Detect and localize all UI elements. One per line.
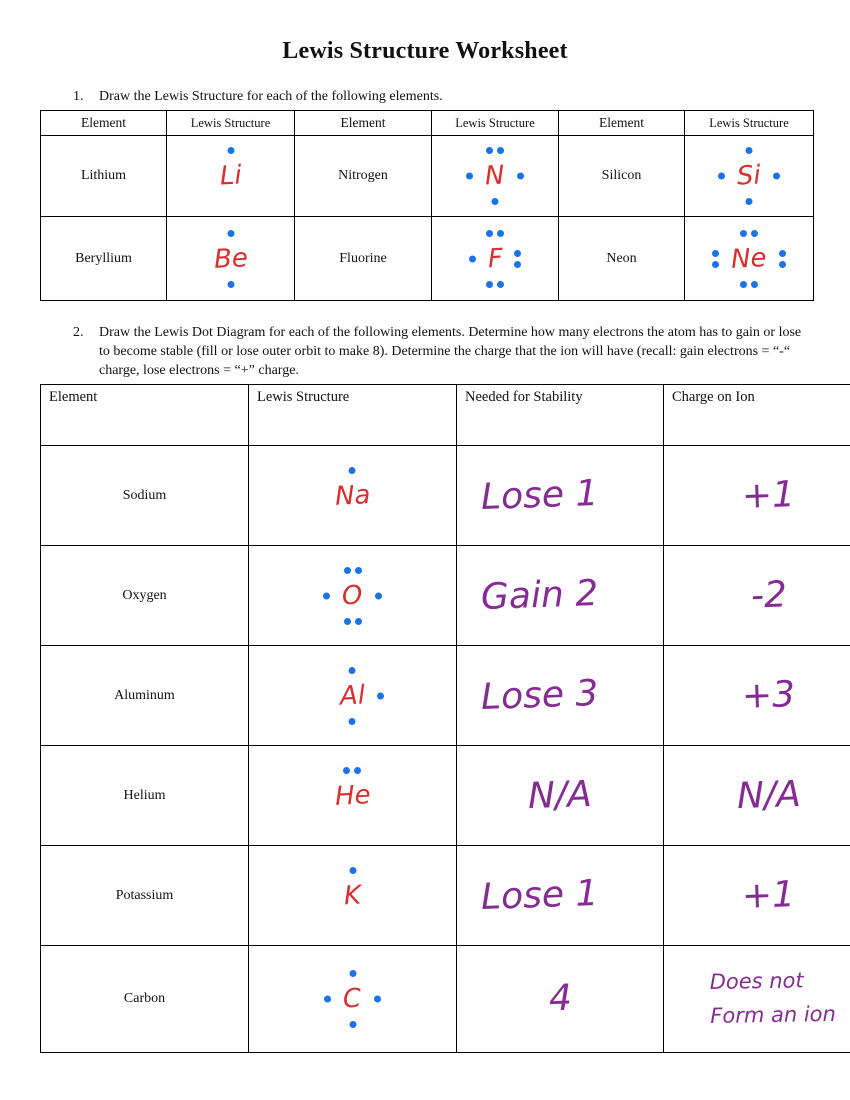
lewis-diagram: [320, 666, 385, 726]
stability-cell: [457, 646, 664, 746]
electron-dots-left: [466, 173, 473, 180]
electron-dot: [751, 281, 758, 288]
ion-charge-table-header: [41, 385, 850, 446]
stability-cell: [457, 746, 664, 846]
element-symbol: Na: [334, 479, 371, 512]
charge-cell: [664, 846, 850, 946]
element-name-cell: Nitrogen: [295, 136, 432, 217]
table-row-sodium: [41, 446, 850, 546]
element-name-cell: Neon: [559, 217, 685, 301]
electron-dot: [323, 592, 330, 599]
electron-dot: [344, 618, 351, 625]
electron-dots-left: [324, 996, 331, 1003]
electron-dots-right: [514, 250, 521, 268]
electron-dot: [751, 230, 758, 237]
electron-dot: [517, 173, 524, 180]
stability-cell: [457, 546, 664, 646]
electron-dots-top: [349, 467, 356, 474]
electron-dot: [497, 230, 504, 237]
element-symbol: N: [484, 160, 506, 192]
electron-dots-top: [343, 767, 361, 774]
electron-dot: [354, 767, 361, 774]
lewis-diagram: [315, 466, 390, 526]
lewis-structure-cell: [249, 546, 457, 646]
electron-dots-bottom: [349, 1021, 356, 1028]
electron-dots-left: [718, 173, 725, 180]
table-row-carbon: [41, 946, 850, 1053]
lewis-structure-cell: [249, 446, 457, 546]
column-header-element: Element: [559, 111, 685, 136]
table-row: [41, 136, 814, 217]
question-1-number: 1.: [73, 89, 84, 104]
column-header-needed-for-stability: Needed for Stability: [457, 385, 664, 446]
electron-dots-bottom: [227, 281, 234, 288]
charge-cell: [664, 946, 850, 1053]
electron-dot: [349, 667, 356, 674]
electron-dot: [514, 250, 521, 257]
handwritten-answer: Lose 3: [480, 672, 600, 718]
table-row-helium: [41, 746, 850, 846]
electron-dots-bottom: [745, 198, 752, 205]
electron-dot: [779, 250, 786, 257]
element-symbol: F: [486, 243, 504, 274]
electron-dot: [344, 567, 351, 574]
electron-dot: [469, 255, 476, 262]
electron-dot: [343, 767, 350, 774]
handwritten-answer: N/A: [527, 773, 593, 817]
electron-dots-top: [344, 567, 362, 574]
lewis-structure-cell: [685, 217, 814, 301]
element-symbol: Si: [736, 160, 762, 192]
electron-dot: [491, 198, 498, 205]
answer-line-1: Does not: [709, 968, 804, 995]
electron-dots-top: [227, 147, 234, 154]
element-symbol: Be: [212, 242, 249, 275]
lewis-diagram: [315, 766, 391, 826]
electron-dots-right: [773, 173, 780, 180]
electron-dot: [466, 173, 473, 180]
electron-dot: [486, 230, 493, 237]
electron-dots-bottom: [349, 718, 356, 725]
handwritten-answer: +1: [741, 473, 796, 517]
lewis-diagram: [711, 229, 786, 289]
question-2: [73, 323, 850, 380]
element-symbol: K: [343, 880, 362, 911]
element-name-cell: Potassium: [41, 846, 249, 946]
lewis-diagram: [468, 229, 523, 289]
handwritten-answer: [701, 964, 836, 1034]
electron-dot: [718, 173, 725, 180]
charge-cell: [664, 446, 850, 546]
lewis-diagram: [200, 146, 262, 206]
element-symbol: C: [342, 983, 363, 1015]
electron-dots-right: [374, 996, 381, 1003]
electron-dot: [349, 718, 356, 725]
stability-cell: [457, 946, 664, 1053]
electron-dot: [773, 173, 780, 180]
electron-dot: [355, 567, 362, 574]
electron-dot: [375, 592, 382, 599]
electron-dot: [779, 261, 786, 268]
handwritten-answer: +3: [741, 673, 796, 717]
lewis-structure-cell: [249, 846, 457, 946]
electron-dots-top: [740, 230, 758, 237]
element-name-cell: Fluorine: [295, 217, 432, 301]
lewis-structure-cell: [249, 746, 457, 846]
table-row-aluminum: [41, 646, 850, 746]
electron-dot: [227, 281, 234, 288]
electron-dot: [355, 618, 362, 625]
column-header-element: Element: [41, 111, 167, 136]
element-symbol: Li: [218, 160, 243, 192]
elements-lewis-table: [40, 110, 814, 301]
electron-dots-left: [469, 255, 476, 262]
electron-dot: [712, 250, 719, 257]
electron-dot: [740, 230, 747, 237]
lewis-diagram: [194, 229, 268, 289]
electron-dots-bottom: [491, 198, 498, 205]
electron-dot: [497, 147, 504, 154]
electron-dot: [745, 198, 752, 205]
element-name-cell: Sodium: [41, 446, 249, 546]
electron-dots-bottom: [740, 281, 758, 288]
lewis-structure-cell: [249, 646, 457, 746]
question-2-text: Draw the Lewis Dot Diagram for each of the following elements. Determine how many electrons the atom has to gain or lose to become stable (fill or lose outer orbit to make 8). Determine the charge that the ion will have (recall: gain electrons = “-“ charge, lose electrons = “+” charge.: [99, 325, 802, 378]
electron-dot: [486, 281, 493, 288]
electron-dots-left: [323, 592, 330, 599]
charge-cell: [664, 546, 850, 646]
electron-dots-right: [377, 692, 384, 699]
lewis-structure-cell: [432, 217, 559, 301]
handwritten-answer: Lose 1: [480, 472, 600, 518]
question-2-number: 2.: [73, 325, 84, 340]
electron-dot: [497, 281, 504, 288]
electron-dots-left: [712, 250, 719, 268]
table-row-potassium: [41, 846, 850, 946]
element-symbol: Al: [339, 679, 366, 712]
electron-dot: [227, 230, 234, 237]
lewis-structure-cell: [432, 136, 559, 217]
lewis-structure-cell: [685, 136, 814, 217]
electron-dot: [349, 1021, 356, 1028]
elements-lewis-table-header: [41, 111, 814, 136]
electron-dots-top: [486, 147, 504, 154]
stability-cell: [457, 446, 664, 546]
column-header-element: Element: [295, 111, 432, 136]
answer-line-2: Form an ion: [709, 1001, 836, 1029]
handwritten-answer: N/A: [735, 773, 802, 817]
question-1-text: Draw the Lewis Structure for each of the following elements.: [99, 89, 443, 104]
element-name-cell: Helium: [41, 746, 249, 846]
column-header-lewis-structure: Lewis Structure: [685, 111, 814, 136]
table-row: [41, 217, 814, 301]
lewis-diagram: [717, 146, 781, 206]
element-name-cell: Silicon: [559, 136, 685, 217]
charge-cell: [664, 646, 850, 746]
lewis-diagram: [465, 146, 524, 206]
electron-dot: [740, 281, 747, 288]
column-header-charge-on-ion: Charge on Ion: [664, 385, 850, 446]
element-name-cell: Lithium: [41, 136, 167, 217]
charge-cell: [664, 746, 850, 846]
column-header-lewis-structure: Lewis Structure: [167, 111, 295, 136]
electron-dots-top: [349, 867, 356, 874]
electron-dot: [349, 467, 356, 474]
lewis-structure-cell: [249, 946, 457, 1053]
electron-dots-bottom: [486, 281, 504, 288]
electron-dots-right: [375, 592, 382, 599]
electron-dots-top: [349, 970, 356, 977]
element-name-cell: Aluminum: [41, 646, 249, 746]
element-name-cell: Oxygen: [41, 546, 249, 646]
electron-dot: [486, 147, 493, 154]
electron-dots-top: [745, 147, 752, 154]
page-title: Lewis Structure Worksheet: [282, 38, 568, 64]
table-row-oxygen: [41, 546, 850, 646]
electron-dot: [377, 692, 384, 699]
electron-dot: [745, 147, 752, 154]
electron-dots-right: [517, 173, 524, 180]
electron-dot: [514, 261, 521, 268]
column-header-lewis-structure: Lewis Structure: [432, 111, 559, 136]
electron-dots-right: [779, 250, 786, 268]
handwritten-answer: -2: [749, 573, 788, 617]
element-symbol: Ne: [730, 242, 768, 275]
electron-dot: [349, 970, 356, 977]
stability-cell: [457, 846, 664, 946]
electron-dot: [712, 261, 719, 268]
ion-charge-table: [40, 384, 850, 1053]
element-name-cell: Beryllium: [41, 217, 167, 301]
element-name-cell: Carbon: [41, 946, 249, 1053]
handwritten-answer: Lose 1: [480, 872, 600, 918]
element-symbol: O: [341, 579, 364, 612]
column-header-element: Element: [41, 385, 249, 446]
electron-dots-top: [486, 230, 504, 237]
lewis-diagram: [322, 566, 382, 626]
electron-dots-top: [349, 667, 356, 674]
handwritten-answer: +1: [741, 873, 796, 917]
lewis-diagram: [323, 969, 381, 1029]
electron-dot: [349, 867, 356, 874]
handwritten-answer: Gain 2: [480, 572, 599, 618]
element-symbol: He: [333, 779, 372, 812]
question-1: [73, 87, 850, 106]
electron-dots-bottom: [344, 618, 362, 625]
column-header-lewis-structure: Lewis Structure: [249, 385, 457, 446]
electron-dots-top: [227, 230, 234, 237]
electron-dot: [227, 147, 234, 154]
lewis-structure-cell: [167, 136, 295, 217]
lewis-structure-cell: [167, 217, 295, 301]
lewis-diagram: [324, 866, 381, 926]
electron-dot: [324, 996, 331, 1003]
electron-dot: [374, 996, 381, 1003]
handwritten-answer: 4: [547, 977, 573, 1020]
